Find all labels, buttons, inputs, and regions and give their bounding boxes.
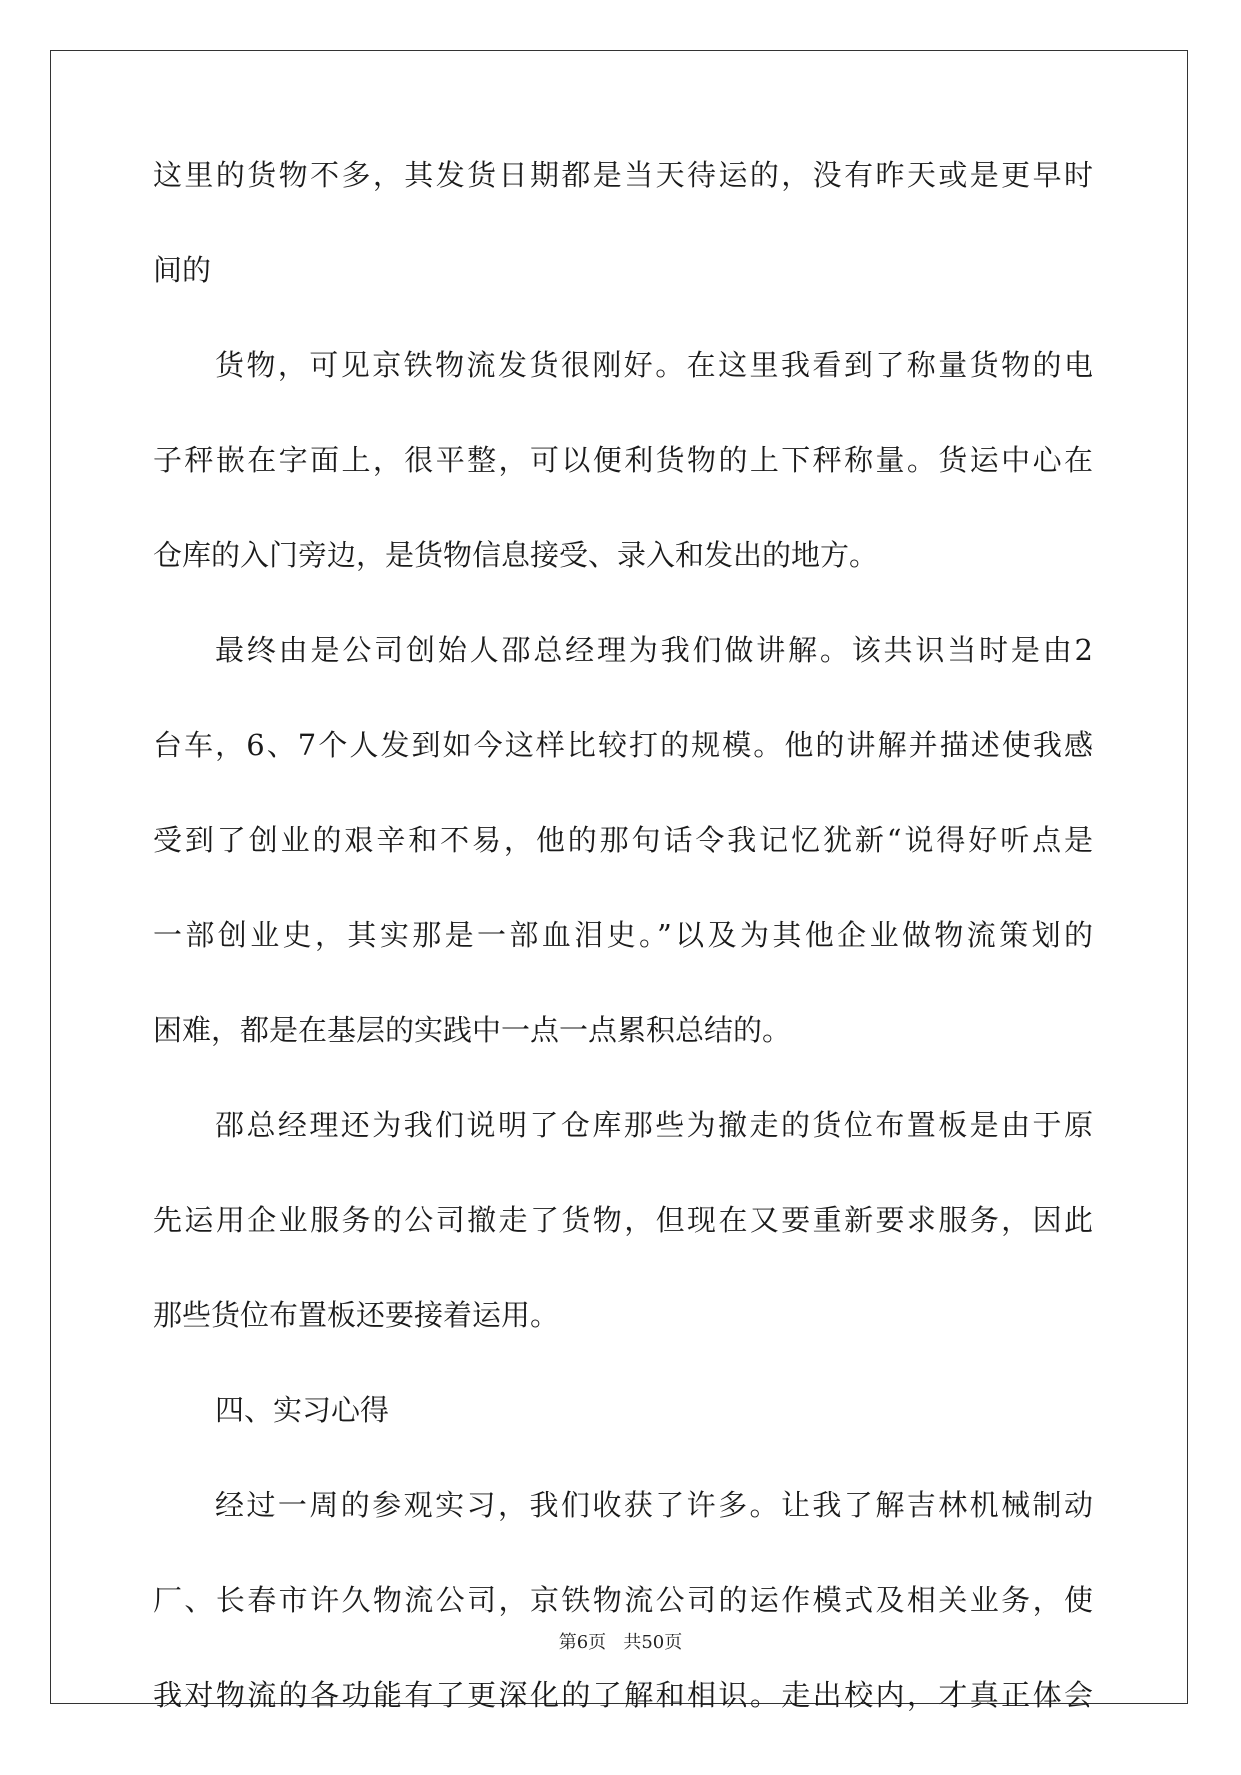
text-line: 受到了创业的艰辛和不易，他的那句话令我记忆犹新“说得好听点是 bbox=[153, 823, 1093, 857]
text-line: 困难，都是在基层的实践中一点一点累积总结的。 bbox=[153, 1013, 792, 1047]
section-heading: 四、实习心得 bbox=[215, 1393, 390, 1427]
text-line: 我对物流的各功能有了更深化的了解和相识。走出校内，才真正体会 bbox=[153, 1678, 1093, 1712]
document-body bbox=[153, 160, 1093, 1775]
text-line: 先运用企业服务的公司撤走了货物，但现在又要重新要求服务，因此 bbox=[153, 1203, 1093, 1237]
text-line: 台车，6、7个人发到如今这样比较打的规模。他的讲解并描述使我感 bbox=[153, 728, 1093, 762]
text-line: 子秤嵌在字面上，很平整，可以便利货物的上下秤称量。货运中心在 bbox=[153, 443, 1093, 477]
text-line: 厂、长春市许久物流公司，京铁物流公司的运作模式及相关业务，使 bbox=[153, 1583, 1093, 1617]
text-line: 这里的货物不多，其发货日期都是当天待运的，没有昨天或是更早时 bbox=[153, 158, 1093, 192]
text-line: 邵总经理还为我们说明了仓库那些为撤走的货位布置板是由于原 bbox=[215, 1108, 1093, 1142]
text-line: 那些货位布置板还要接着运用。 bbox=[153, 1298, 560, 1332]
text-line: 仓库的入门旁边，是货物信息接受、录入和发出的地方。 bbox=[153, 538, 879, 572]
text-line: 货物，可见京铁物流发货很刚好。在这里我看到了称量货物的电 bbox=[215, 348, 1093, 382]
page-number: 第6页 共50页 bbox=[558, 1632, 683, 1653]
text-line: 间的 bbox=[153, 253, 212, 287]
text-line: 一部创业史，其实那是一部血泪史。”以及为其他企业做物流策划的 bbox=[153, 918, 1093, 952]
text-line: 经过一周的参观实习，我们收获了许多。让我了解吉林机械制动 bbox=[215, 1488, 1093, 1522]
text-line: 最终由是公司创始人邵总经理为我们做讲解。该共识当时是由2 bbox=[215, 633, 1093, 667]
